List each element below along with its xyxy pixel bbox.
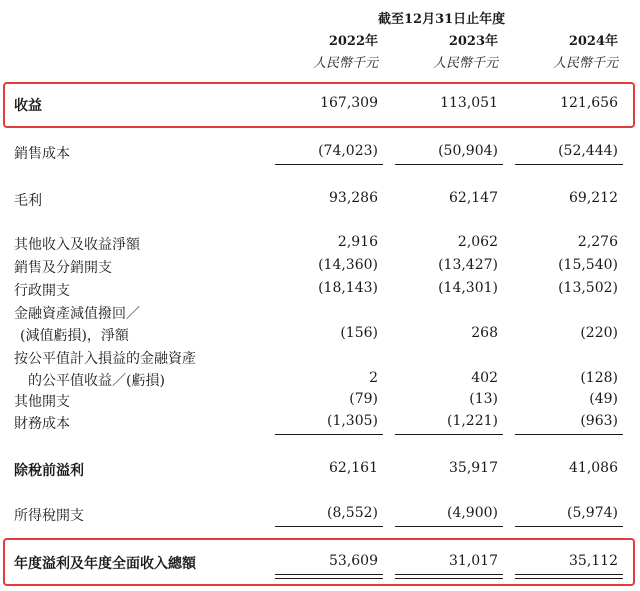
cell-admin-expenses-2024: (13,502) — [558, 280, 618, 296]
subtotal-rule-2023 — [395, 164, 503, 165]
row-label-profit-for-year: 年度溢利及年度全面收入總額 — [14, 556, 196, 572]
row-label-other-expenses: 其他開支 — [14, 394, 70, 410]
cell-income-tax-2024: (5,974) — [566, 505, 618, 521]
cell-selling-expenses-2022: (14,360) — [318, 257, 378, 273]
subtotal-rule-2023 — [395, 434, 503, 435]
row-label-cost-of-sales: 銷售成本 — [14, 146, 70, 162]
cell-profit-for-year-2024: 35,112 — [569, 553, 618, 569]
cell-finance-costs-2023: (1,221) — [446, 413, 498, 429]
cell-impairment-2024: (220) — [580, 325, 618, 341]
subtotal-rule-2022 — [275, 434, 383, 435]
unit-2023: 人民幣千元 — [432, 56, 498, 71]
cell-revenue-2024: 121,656 — [560, 95, 618, 111]
cell-cost-of-sales-2023: (50,904) — [438, 143, 498, 159]
row-label-other-income: 其他收入及收益淨額 — [14, 237, 140, 253]
cell-other-expenses-2024: (49) — [589, 391, 618, 407]
cell-cost-of-sales-2024: (52,444) — [558, 143, 618, 159]
cell-profit-before-tax-2023: 35,917 — [449, 460, 498, 476]
cell-finance-costs-2024: (963) — [580, 413, 618, 429]
cell-gross-profit-2023: 62,147 — [449, 190, 498, 206]
row-label-finance-costs: 財務成本 — [14, 416, 70, 432]
cell-admin-expenses-2023: (14,301) — [438, 280, 498, 296]
total-double-rule-2022 — [275, 574, 383, 579]
subtotal-rule-2023 — [395, 526, 503, 527]
cell-other-income-2022: 2,916 — [337, 234, 378, 250]
total-double-rule-2023 — [395, 574, 503, 579]
cell-other-income-2024: 2,276 — [577, 234, 618, 250]
total-double-rule-2024 — [515, 574, 623, 579]
cell-revenue-2023: 113,051 — [440, 95, 498, 111]
cell-fair-value-2022: 2 — [369, 370, 378, 386]
cell-gross-profit-2022: 93,286 — [329, 190, 378, 206]
subtotal-rule-2024 — [515, 526, 623, 527]
period-heading: 截至12月31日止年度 — [378, 12, 506, 27]
unit-2022: 人民幣千元 — [312, 56, 378, 71]
row-label-income-tax: 所得稅開支 — [14, 508, 84, 524]
cell-fair-value-2023: 402 — [471, 370, 498, 386]
subtotal-rule-2024 — [515, 434, 623, 435]
year-2024: 2024年 — [568, 34, 618, 49]
subtotal-rule-2022 — [275, 526, 383, 527]
cell-profit-before-tax-2024: 41,086 — [569, 460, 618, 476]
cell-profit-for-year-2023: 31,017 — [449, 553, 498, 569]
unit-2024: 人民幣千元 — [552, 56, 618, 71]
cell-other-expenses-2022: (79) — [349, 391, 378, 407]
cell-profit-before-tax-2022: 62,161 — [329, 460, 378, 476]
cell-other-expenses-2023: (13) — [469, 391, 498, 407]
cell-finance-costs-2022: (1,305) — [326, 413, 378, 429]
year-2023: 2023年 — [448, 34, 498, 49]
cell-other-income-2023: 2,062 — [457, 234, 498, 250]
cell-gross-profit-2024: 69,212 — [569, 190, 618, 206]
cell-impairment-2022: (156) — [340, 325, 378, 341]
cell-impairment-2023: 268 — [471, 325, 498, 341]
row-label-admin-expenses: 行政開支 — [14, 283, 70, 299]
cell-income-tax-2023: (4,900) — [446, 505, 498, 521]
cell-selling-expenses-2023: (13,427) — [438, 257, 498, 273]
row-label-revenue: 收益 — [14, 98, 42, 114]
subtotal-rule-2024 — [515, 164, 623, 165]
cell-admin-expenses-2022: (18,143) — [318, 280, 378, 296]
row-label-impairment-cont: (減值虧損)，淨額 — [20, 328, 129, 344]
row-label-impairment: 金融資產減值撥回／ — [14, 306, 140, 322]
row-label-profit-before-tax: 除稅前溢利 — [14, 463, 84, 479]
row-label-fair-value-cont: 的公平值收益／(虧損) — [28, 373, 165, 389]
row-label-fair-value: 按公平值計入損益的金融資產 — [14, 351, 196, 367]
cell-income-tax-2022: (8,552) — [326, 505, 378, 521]
cell-fair-value-2024: (128) — [580, 370, 618, 386]
subtotal-rule-2022 — [275, 164, 383, 165]
year-2022: 2022年 — [328, 34, 378, 49]
cell-revenue-2022: 167,309 — [320, 95, 378, 111]
cell-cost-of-sales-2022: (74,023) — [318, 143, 378, 159]
row-label-gross-profit: 毛利 — [14, 193, 42, 209]
cell-selling-expenses-2024: (15,540) — [558, 257, 618, 273]
cell-profit-for-year-2022: 53,609 — [329, 553, 378, 569]
row-label-selling-expenses: 銷售及分銷開支 — [14, 260, 112, 276]
